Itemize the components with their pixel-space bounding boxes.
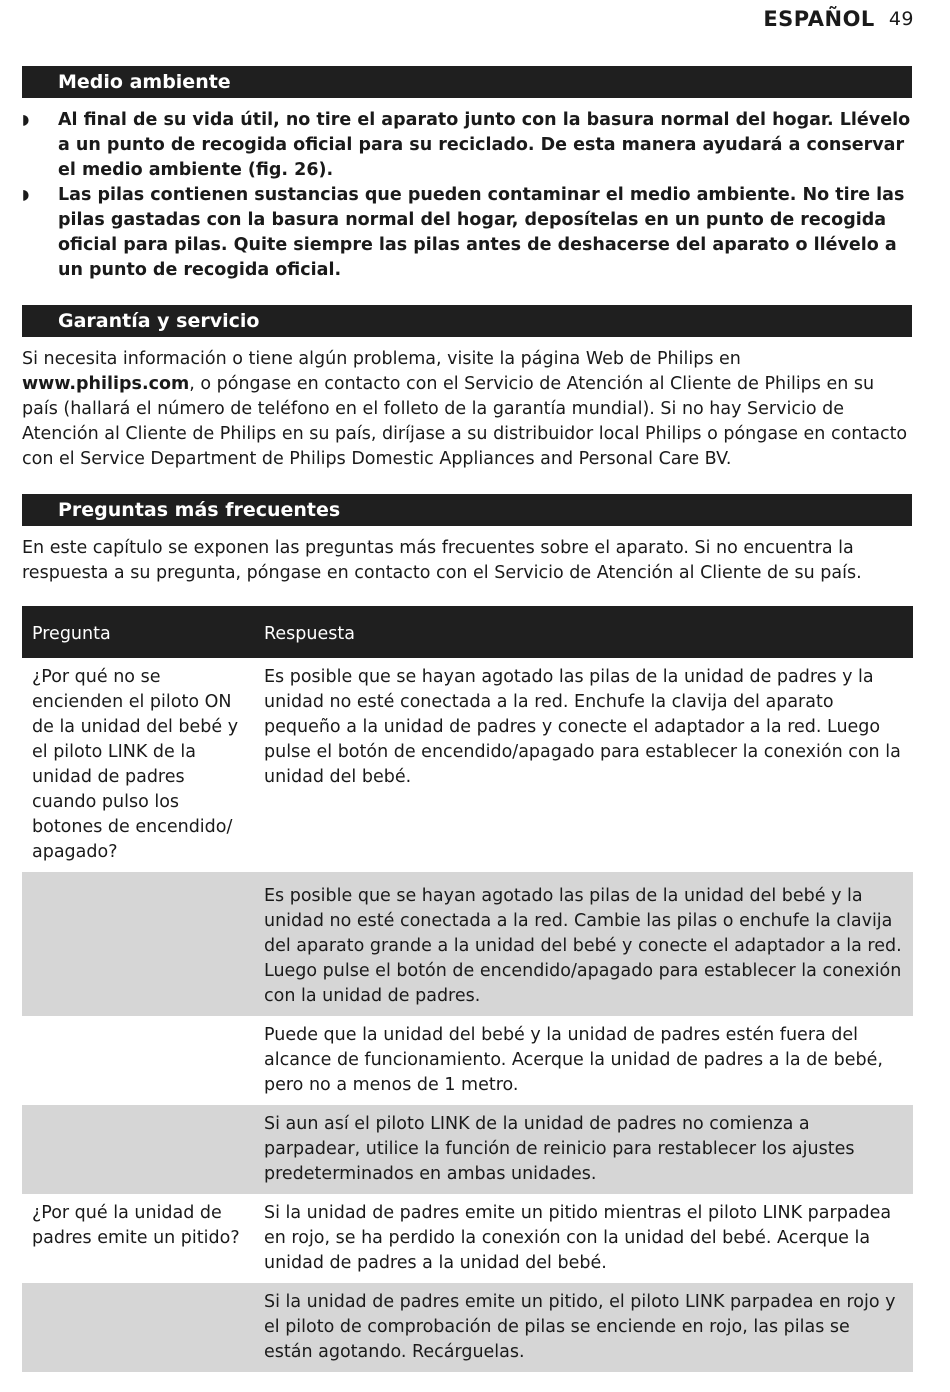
question-cell: ¿Por qué la unidad de padres emite un pitido? <box>32 1203 240 1248</box>
garantia-paragraph <box>22 347 912 472</box>
answer-cell: Es posible que se hayan agotado las pilas de la unidad del bebé y la unidad no esté conectada a la red. Cambie las pilas o enchufe la clavija del aparato grande a la unidad del bebé y conecte el adaptador a la red. Luego pulse el botón de encendido/apagado para establecer la conexión con la unidad de padres. <box>254 872 913 1016</box>
page-number: 49 <box>888 8 914 30</box>
table-row <box>22 1283 913 1372</box>
faq-intro: En este capítulo se exponen las preguntas más frecuentes sobre el aparato. Si no encuentra la respuesta a su pregunta, póngase en contacto con el Servicio de Atención al Cliente de su país. <box>22 538 862 583</box>
section-heading-medio-ambiente: Medio ambiente <box>22 66 912 98</box>
answer-cell: Si aun así el piloto LINK de la unidad de padres no comienza a parpadear, utilice la función de reinicio para restablecer los ajustes predeterminados en ambas unidades. <box>254 1105 913 1194</box>
answer-cell: Si la unidad de padres emite un pitido, el piloto LINK parpadea en rojo y el piloto de comprobación de pilas se enciende en rojo, las pilas se están agotando. Recárguelas. <box>254 1283 913 1372</box>
section-heading-faq: Preguntas más frecuentes <box>22 494 912 526</box>
question-cell <box>22 1283 254 1372</box>
faq-table <box>22 606 913 1372</box>
answer-cell: Si la unidad de padres emite un pitido mientras el piloto LINK parpadea en rojo, se ha perdido la conexión con la unidad del bebé. Acerque la unidad de padres a la unidad del bebé. <box>264 1203 892 1273</box>
bullet-icon: ◗ <box>22 187 30 203</box>
question-cell <box>22 872 254 1016</box>
column-header-respuesta: Respuesta <box>254 606 913 658</box>
table-row <box>22 872 913 1016</box>
list-item <box>22 183 912 283</box>
question-cell: ¿Por qué no se encienden el piloto ON de la unidad del bebé y el piloto LINK de la unidad de padres cuando pulso los botones de encendido/ apagado? <box>32 667 239 862</box>
philips-url-link[interactable]: www.philips.com <box>22 374 190 394</box>
medio-ambiente-list <box>22 108 912 283</box>
list-item-text: Las pilas contienen sustancias que pueden contaminar el medio ambiente. No tire las pilas gastadas con la basura normal del hogar, deposítelas en un punto de recogida oficial para pilas. Quite siempre las pilas antes de deshacerse del aparato o llévelo a un punto de recogida oficial. <box>58 185 905 280</box>
table-row <box>22 1105 913 1194</box>
answer-cell: Es posible que se hayan agotado las pilas de la unidad de padres y la unidad no esté conectada a la red. Enchufe la clavija del aparato pequeño a la unidad de padres y conecte el adaptador a la red. Luego pulse el botón de encendido/apagado para establecer la conexión con la unidad del bebé. <box>264 667 901 787</box>
garantia-text-before: Si necesita información o tiene algún problema, visite la página Web de Philips en <box>22 349 741 369</box>
bullet-icon: ◗ <box>22 112 30 128</box>
question-cell <box>22 1016 254 1105</box>
table-row <box>22 1016 913 1105</box>
question-cell <box>22 1105 254 1194</box>
list-item <box>22 108 912 183</box>
faq-header-row <box>22 606 913 658</box>
list-item-text: Al final de su vida útil, no tire el aparato junto con la basura normal del hogar. Llévelo a un punto de recogida oficial para su reciclado. De esta manera ayudará a conservar el medio ambiente (fig. 26). <box>58 110 911 180</box>
garantia-text-after: , o póngase en contacto con el Servicio de Atención al Cliente de Philips en su país (hallará el número de teléfono en el folleto de la garantía mundial). Si no hay Servicio de Atención al Cliente de Philips en su país, diríjase a su distribuidor local Philips o póngase en contacto con el Service Department de Philips Domestic Appliances and Personal Care BV. <box>22 374 908 469</box>
answer-cell: Puede que la unidad del bebé y la unidad de padres estén fuera del alcance de funcionamiento. Acerque la unidad de padres a la de bebé, pero no a menos de 1 metro. <box>264 1025 883 1095</box>
language-label: ESPAÑOL <box>763 7 875 31</box>
table-row <box>22 1194 913 1283</box>
column-header-pregunta: Pregunta <box>22 606 254 658</box>
section-heading-garantia: Garantía y servicio <box>22 305 912 337</box>
page-header <box>763 6 914 32</box>
table-row <box>22 658 913 872</box>
